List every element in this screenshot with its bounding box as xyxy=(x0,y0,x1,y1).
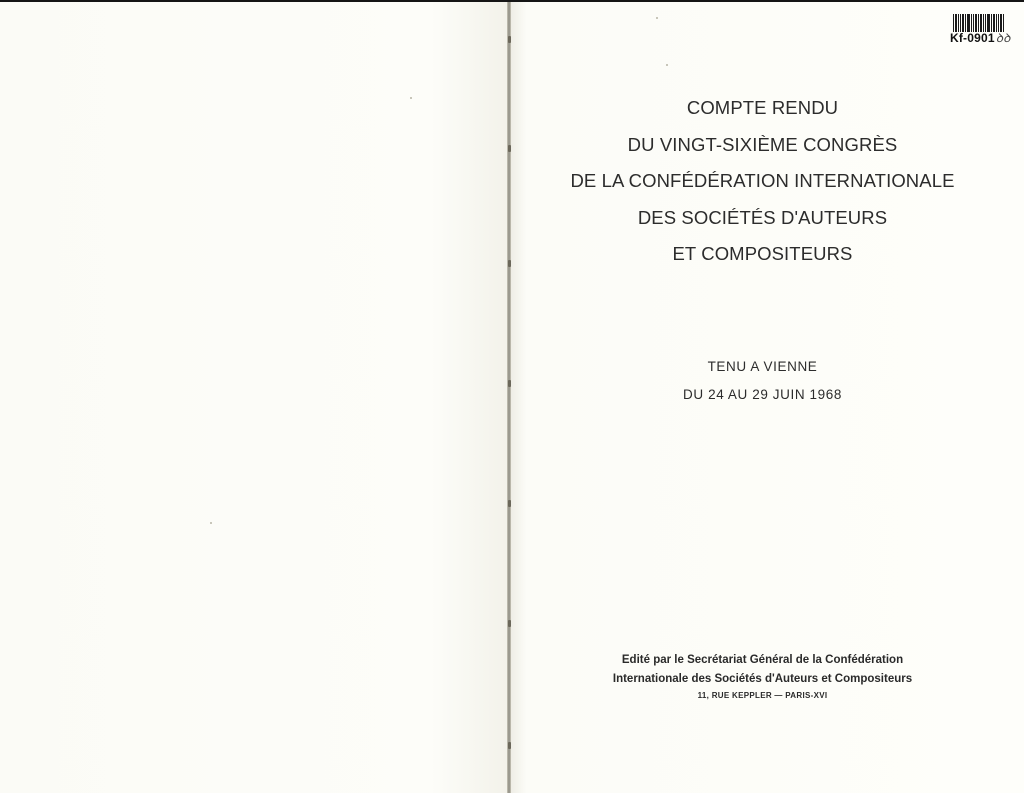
paper-speck xyxy=(666,64,668,66)
meeting-info xyxy=(600,353,925,409)
meeting-location: TENU A VIENNE xyxy=(707,359,818,374)
shelfmark-label xyxy=(950,29,1022,46)
handwritten-mark: ꝺꝺ xyxy=(995,31,1011,45)
paper-speck xyxy=(656,17,658,19)
title-line-2: DU VINGT-SIXIÈME CONGRÈS xyxy=(627,133,898,155)
document-title xyxy=(550,90,975,273)
meeting-dates: DU 24 AU 29 JUIN 1968 xyxy=(683,387,842,402)
paper-speck xyxy=(410,97,412,99)
title-line-5: ET COMPOSITEURS xyxy=(672,243,853,264)
title-line-4: DES SOCIÉTÉS D'AUTEURS xyxy=(637,206,888,228)
paper-speck xyxy=(210,522,212,524)
shelfmark-code: Kf-0901 xyxy=(950,31,995,45)
title-line-1: COMPTE RENDU xyxy=(686,97,839,118)
publisher-address: 11, RUE KEPPLER — PARIS-XVI xyxy=(697,691,828,700)
publisher-block xyxy=(585,651,940,703)
title-line-3: DE LA CONFÉDÉRATION INTERNATIONALE xyxy=(570,170,955,191)
publisher-line-2: Internationale des Sociétés d'Auteurs et Compositeurs xyxy=(612,673,913,685)
publisher-line-1: Edité par le Secrétariat Général de la Confédération xyxy=(621,654,904,666)
left-blank-page xyxy=(0,2,507,793)
